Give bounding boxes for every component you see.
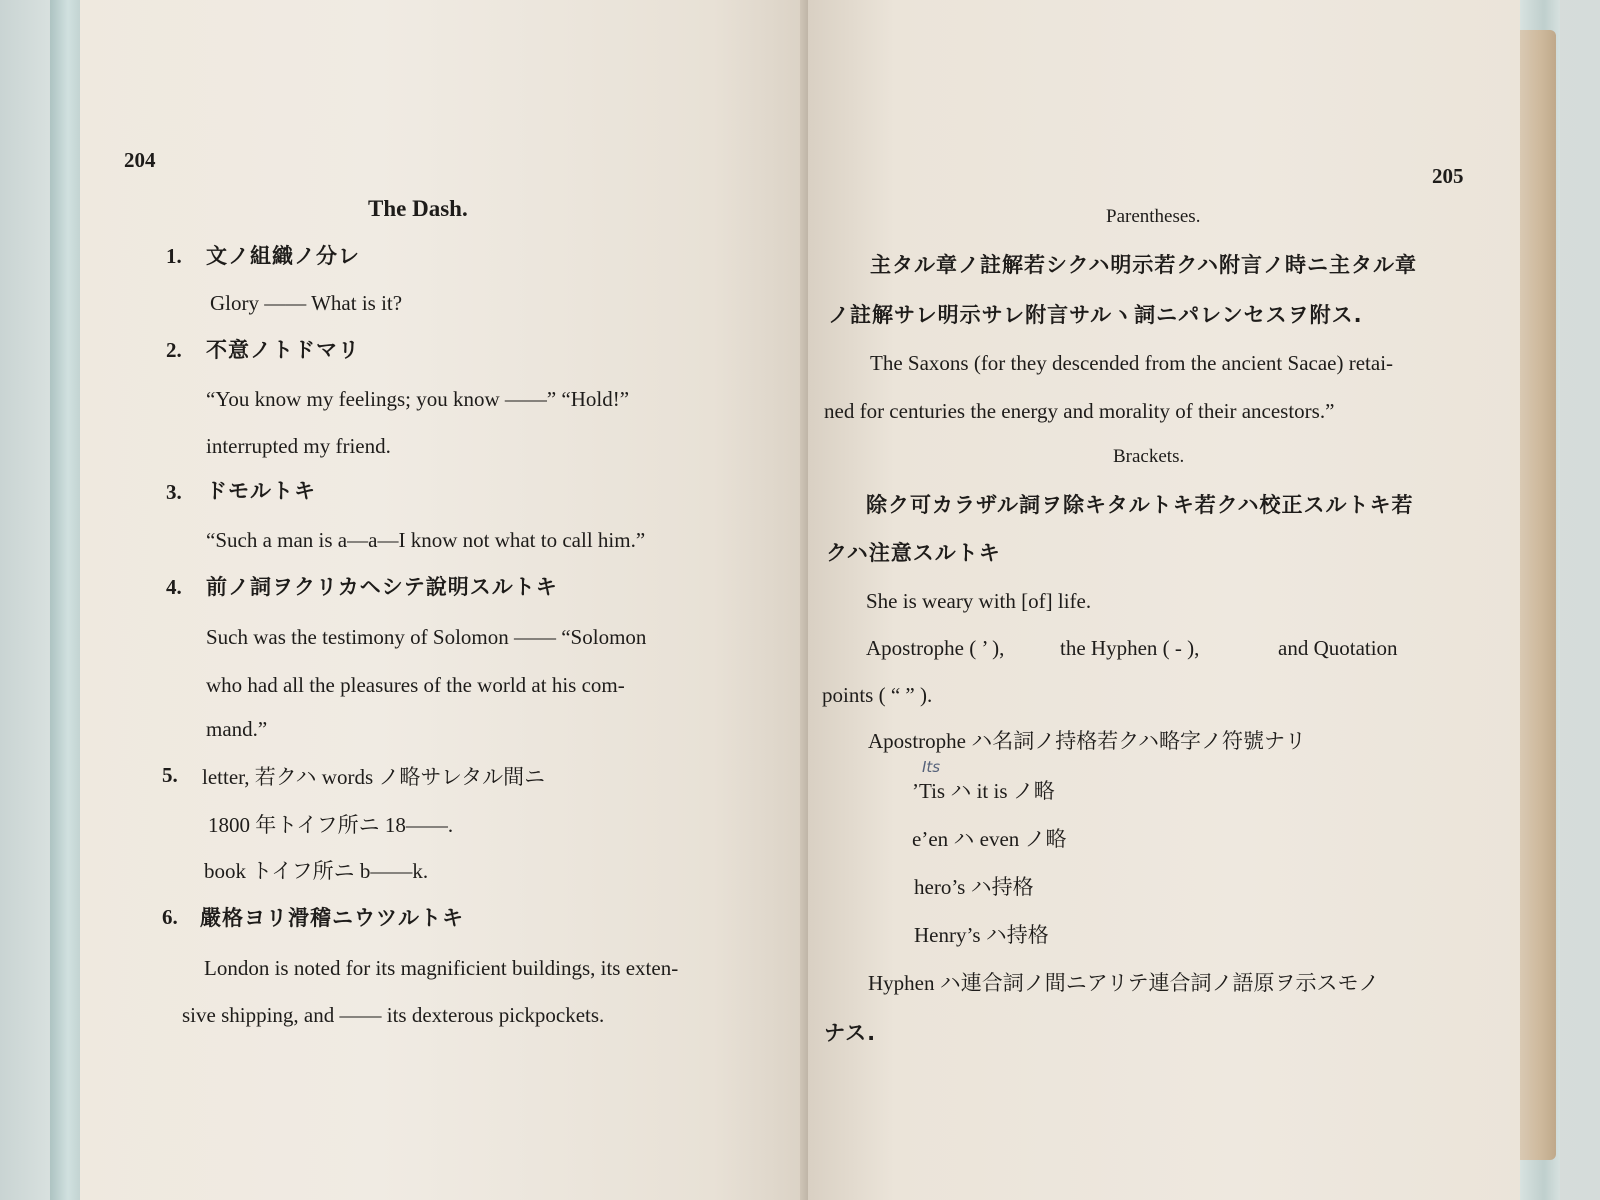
handwritten-note: Its	[922, 758, 941, 776]
page-title-dash: The Dash.	[368, 196, 468, 221]
apostrophe-example: e’en ハ even ノ略	[912, 827, 1067, 851]
item-number: 2.	[166, 338, 182, 362]
apostrophe-example: Henry’s ハ持格	[914, 923, 1049, 947]
page-edge-right	[1520, 30, 1556, 1160]
item-heading-mixed: letter, 若クハ words ノ略サレタル間ニ	[202, 765, 546, 789]
parentheses-example: The Saxons (for they descended from the ancient Sacae) retai-	[870, 351, 1394, 375]
item-heading-jp: 文ノ組織ノ分レ	[206, 244, 360, 268]
item-number: 4.	[166, 575, 182, 599]
item-number: 6.	[162, 905, 178, 929]
parentheses-example: ned for centuries the energy and morality of their ancestors.”	[824, 399, 1335, 423]
item-heading-jp: 嚴格ヨリ滑稽ニウツルトキ	[200, 906, 464, 930]
apostrophe-def: Apostrophe ハ名詞ノ持格若クハ略字ノ符號ナリ	[868, 729, 1306, 753]
example-line: “Such a man is a—a—I know not what to call him.”	[206, 528, 646, 552]
left-page	[80, 0, 825, 1200]
hyphen-def: ナス.	[824, 1021, 877, 1045]
right-page	[808, 0, 1528, 1200]
item-number: 1.	[166, 244, 182, 268]
item-heading-jp: 前ノ詞ヲクリカヘシテ說明スルトキ	[206, 575, 558, 599]
brackets-def-jp: 除ク可カラザル詞ヲ除キタルトキ若クハ校正スルトキ若	[866, 493, 1414, 517]
item-number: 5.	[162, 763, 178, 787]
example-line: London is noted for its magnificient buildings, its exten-	[204, 956, 679, 980]
page-number-right: 205	[1432, 164, 1464, 188]
heading-brackets: Brackets.	[1113, 446, 1185, 467]
example-line: 1800 年トイフ所ニ 18——.	[208, 813, 454, 837]
brackets-example: She is weary with [of] life.	[866, 589, 1092, 613]
parentheses-def-jp: ノ註解サレ明示サレ附言サルヽ詞ニパレンセスヲ附ス.	[828, 303, 1363, 327]
example-line: Glory —— What is it?	[210, 291, 403, 315]
apostrophe-example: ’Tis ハ it is ノ略	[912, 779, 1055, 803]
example-line: interrupted my friend.	[206, 434, 391, 458]
brackets-def-jp: クハ注意スルトキ	[826, 541, 1001, 565]
apostrophe-example: hero’s ハ持格	[914, 875, 1034, 899]
quotation-points: points ( “ ” ).	[822, 683, 933, 707]
item-number: 3.	[166, 480, 182, 504]
example-line: “You know my feelings; you know ——” “Hold!”	[206, 387, 630, 411]
parentheses-def-jp: 主タル章ノ註解若シクハ明示若クハ附言ノ時ニ主タル章	[870, 253, 1418, 277]
apostrophe-intro: Apostrophe ( ’ ),	[866, 636, 1005, 660]
example-line: mand.”	[206, 717, 268, 741]
hyphen-def: Hyphen ハ連合詞ノ間ニアリテ連合詞ノ語原ヲ示スモノ	[868, 971, 1380, 995]
hyphen-intro: the Hyphen ( - ),	[1060, 636, 1200, 660]
example-line: sive shipping, and —— its dexterous pickpockets.	[182, 1003, 605, 1027]
example-line: who had all the pleasures of the world at his com-	[206, 673, 625, 697]
item-heading-jp: 不意ノトドマリ	[206, 338, 360, 362]
page-number-left: 204	[124, 148, 156, 172]
quotation-intro: and Quotation	[1278, 636, 1398, 660]
item-heading-jp: ドモルトキ	[206, 479, 316, 503]
example-line: Such was the testimony of Solomon —— “Solomon	[206, 625, 647, 649]
example-line: book トイフ所ニ b——k.	[204, 859, 429, 883]
heading-parentheses: Parentheses.	[1106, 206, 1201, 227]
